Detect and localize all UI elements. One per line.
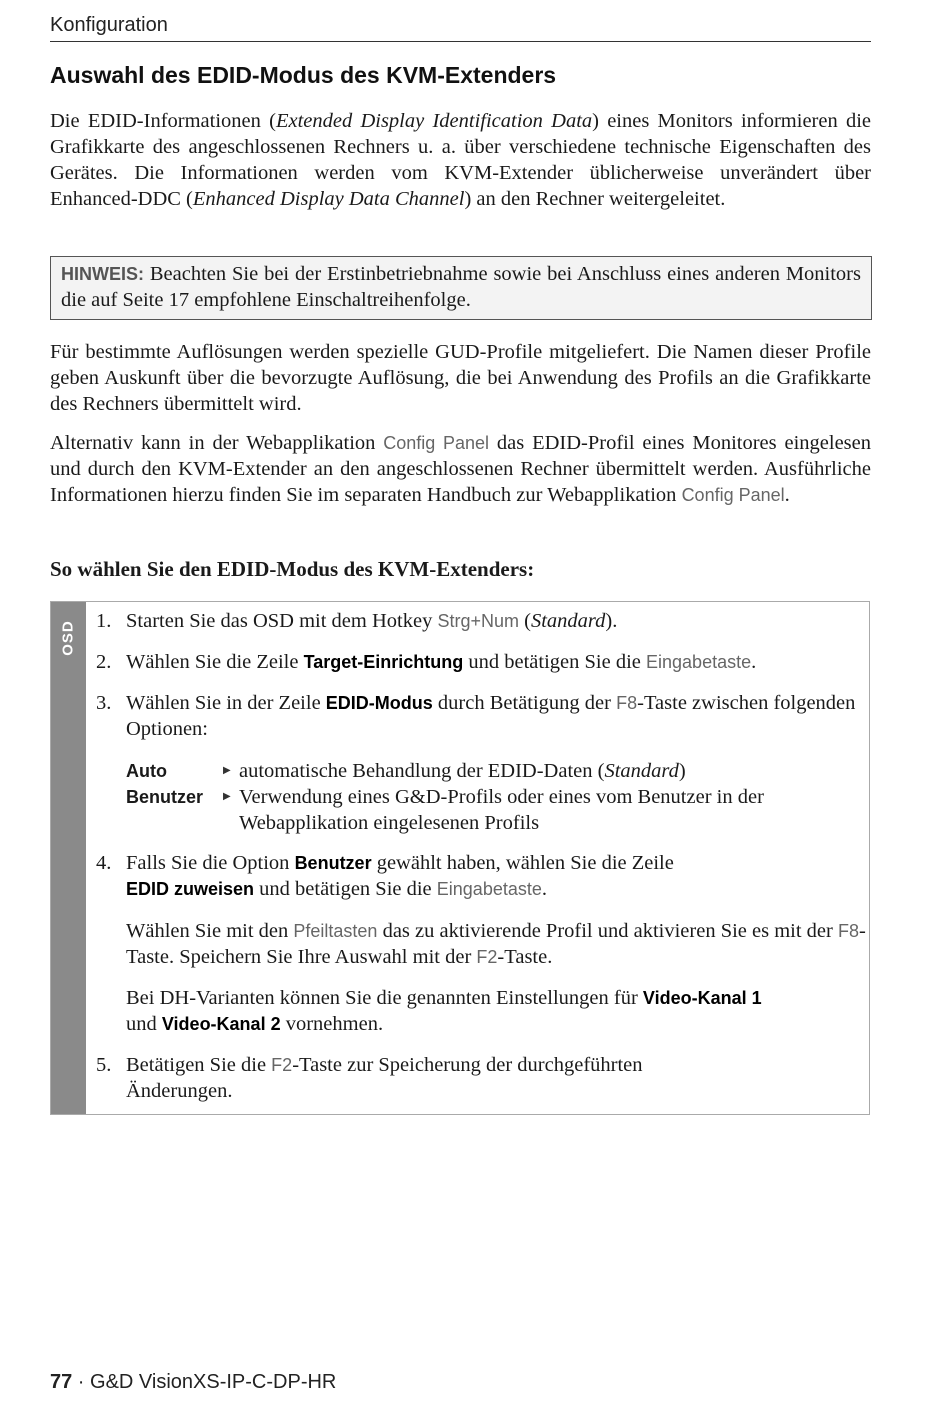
config-panel-paragraph bbox=[50, 430, 871, 508]
step-1-text-c: ). bbox=[605, 610, 618, 632]
page-footer bbox=[50, 1371, 336, 1394]
option-description bbox=[239, 758, 829, 784]
step-3-text-a: Wählen Sie in der Zeile bbox=[126, 692, 326, 714]
user-option-term: Benutzer bbox=[294, 853, 372, 873]
osd-sidebar bbox=[51, 602, 86, 1114]
para1-text-b: ) eines Monitors informieren die Grafikkarte des angeschlossenen Rechners u. a. über verschiedene technische Eigenschaften des Gerätes. Die Informationen werden vom KVM-Extender üblicherweise unverändert über Enhanced-DDC ( bbox=[50, 110, 872, 210]
step-4-text-c: und betätigen Sie die bbox=[254, 878, 437, 900]
f2-key-term-2: F2 bbox=[271, 1055, 293, 1075]
step-4-detail-c: -Taste. Speichern Sie Ihre Auswahl mit der bbox=[126, 920, 866, 968]
step-5-text-a: Betätigen Sie die bbox=[126, 1054, 272, 1076]
hotkey-term: Strg+Num bbox=[437, 611, 519, 631]
video-channel-1-term: Video-Kanal 1 bbox=[642, 988, 762, 1008]
osd-label: OSD bbox=[59, 620, 77, 656]
step-number: 3. bbox=[96, 692, 112, 714]
step-4-detail-d: -Taste. bbox=[497, 946, 553, 968]
para3-text-a: Alternativ kann in der Webapplikation bbox=[50, 432, 384, 454]
running-header: Konfiguration bbox=[50, 14, 168, 36]
step-4-dh-b: und bbox=[126, 1013, 162, 1035]
bullet-arrow-icon: ▶ bbox=[223, 791, 231, 802]
step-3-text-c: -Taste zwischen folgenden Optionen: bbox=[126, 692, 856, 740]
config-panel-term: Config Panel bbox=[383, 433, 490, 453]
product-name: G&D VisionXS-IP-C-DP-HR bbox=[90, 1371, 337, 1393]
para1-text-a: Die EDID-Informationen ( bbox=[50, 110, 276, 132]
step-text bbox=[126, 690, 866, 742]
para1-text-c: ) an den Rechner weitergeleitet. bbox=[464, 188, 726, 210]
para1-term-ddc: Enhanced Display Data Channel bbox=[192, 188, 465, 210]
f8-key-term: F8 bbox=[616, 693, 638, 713]
page-number: 77 bbox=[50, 1371, 73, 1393]
footer-separator: · bbox=[72, 1371, 91, 1393]
step-4-detail-b: das zu aktivierende Profil und aktivieren Sie es mit der bbox=[377, 920, 838, 942]
step-3-text-b: durch Betätigung der bbox=[432, 692, 617, 714]
bullet-arrow-icon: ▶ bbox=[223, 765, 231, 776]
step-number: 4. bbox=[96, 852, 112, 874]
option-auto-text-b: ) bbox=[678, 760, 686, 782]
step-4-text-a: Falls Sie die Option bbox=[126, 852, 295, 874]
step-2-text-c: . bbox=[751, 651, 757, 673]
step-text bbox=[126, 985, 866, 1037]
config-panel-term-2: Config Panel bbox=[681, 485, 785, 505]
para1-term-edid: Extended Display Identification Data bbox=[275, 110, 593, 132]
step-number: 5. bbox=[96, 1054, 112, 1076]
step-4-text-d: . bbox=[541, 878, 547, 900]
step-5-text-b: -Taste zur Speicherung der durchgeführten Änderungen. bbox=[126, 1054, 643, 1102]
video-channel-2-term: Video-Kanal 2 bbox=[161, 1014, 281, 1034]
enter-key-term: Eingabetaste bbox=[646, 652, 752, 672]
osd-procedure-box bbox=[50, 601, 870, 1115]
note-text: Beachten Sie bei der Erstinbetriebnahme sowie bei Anschluss eines anderen Monitors die auf Seite 17 empfohlene Einschaltreihenfolge. bbox=[61, 263, 861, 311]
step-text bbox=[126, 1052, 746, 1104]
profiles-paragraph: Für bestimmte Auflösungen werden spezielle GUD-Profile mitgeliefert. Die Namen dieser Profile geben Auskunft über die bevorzugte Auflösung, die bei Anwendung des Profils an die Grafikkarte des Rechners übermittelt wird. bbox=[50, 341, 871, 415]
target-setup-term: Target-Einrichtung bbox=[303, 652, 464, 672]
arrow-keys-term: Pfeiltasten bbox=[293, 921, 378, 941]
para3-text-c: . bbox=[784, 484, 790, 506]
assign-edid-term: EDID zuweisen bbox=[126, 879, 255, 899]
procedure-heading: So wählen Sie den EDID-Modus des KVM-Extenders: bbox=[50, 557, 535, 581]
step-text bbox=[126, 649, 866, 675]
step-2-text-a: Wählen Sie die Zeile bbox=[126, 651, 304, 673]
f8-key-term-2: F8 bbox=[838, 921, 860, 941]
step-4-text-b: gewählt haben, wählen Sie die Zeile bbox=[371, 852, 674, 874]
edid-mode-term: EDID-Modus bbox=[325, 693, 433, 713]
step-4-dh-c: vornehmen. bbox=[280, 1013, 384, 1035]
step-2-text-b: und betätigen Sie die bbox=[463, 651, 647, 673]
step-4-dh-a: Bei DH-Varianten können Sie die genannten Einstellungen für bbox=[126, 987, 643, 1009]
step-number: 2. bbox=[96, 651, 112, 673]
note-label: HINWEIS: bbox=[61, 264, 144, 284]
step-1-text-b: ( bbox=[519, 610, 531, 632]
step-text bbox=[126, 608, 866, 634]
section-title: Auswahl des EDID-Modus des KVM-Extenders bbox=[50, 62, 557, 88]
option-auto-text-a: automatische Behandlung der EDID-Daten ( bbox=[239, 760, 605, 782]
intro-paragraph bbox=[50, 108, 871, 212]
step-number: 1. bbox=[96, 610, 112, 632]
step-4-detail-a: Wählen Sie mit den bbox=[126, 920, 294, 942]
f2-key-term: F2 bbox=[476, 947, 498, 967]
step-1-standard: Standard bbox=[530, 610, 606, 632]
option-key: Auto bbox=[126, 761, 167, 781]
step-text bbox=[126, 918, 866, 970]
header-rule bbox=[50, 41, 871, 42]
step-text bbox=[126, 850, 866, 902]
option-auto-standard: Standard bbox=[604, 760, 679, 782]
option-description: Verwendung eines G&D-Profils oder eines vom Benutzer in der Webapplikation eingelesenen Profils bbox=[239, 786, 764, 834]
para3-text-b: das EDID-Profil eines Monitores eingelesen und durch den KVM-Extender an den angeschlossenen Rechner übermittelt werden. Ausführliche Informationen hierzu finden Sie im separaten Handbuch zur Webapplikation bbox=[50, 432, 872, 506]
note-box bbox=[50, 256, 872, 320]
step-1-text-a: Starten Sie das OSD mit dem Hotkey bbox=[126, 610, 438, 632]
enter-key-term-2: Eingabetaste bbox=[436, 879, 542, 899]
option-key: Benutzer bbox=[126, 787, 204, 807]
